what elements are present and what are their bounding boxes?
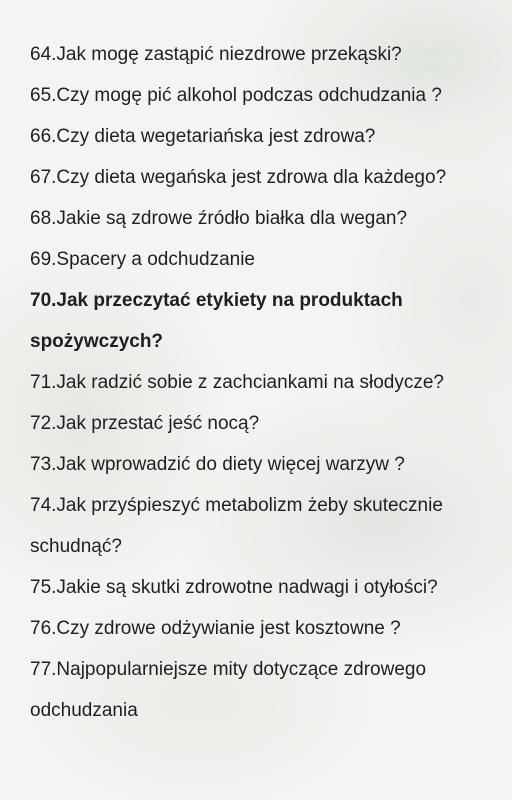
list-item-65: 65.Czy mogę pić alkohol podczas odchudzania ?	[30, 85, 442, 106]
question-list	[30, 34, 500, 731]
list-item-75: 75.Jakie są skutki zdrowotne nadwagi i otyłości?	[30, 577, 438, 598]
list-item-77: 77.Najpopularniejsze mity dotyczące zdrowego	[30, 659, 427, 680]
list-item-68: 68.Jakie są zdrowe źródło białka dla wegan?	[30, 208, 408, 229]
list-item-66: 66.Czy dieta wegetariańska jest zdrowa?	[30, 126, 376, 147]
list-item-76: 76.Czy zdrowe odżywianie jest kosztowne ?	[30, 618, 401, 639]
list-item-72: 72.Jak przestać jeść nocą?	[30, 413, 260, 434]
list-item-74-continuation: schudnąć?	[30, 536, 122, 557]
list-item-73: 73.Jak wprowadzić do diety więcej warzyw ?	[30, 454, 405, 475]
list-item-70-highlighted: 70.Jak przeczytać etykiety na produktach	[30, 290, 403, 311]
list-item-70-continuation: spożywczych?	[30, 331, 164, 352]
list-item-74: 74.Jak przyśpieszyć metabolizm żeby skutecznie	[30, 495, 443, 516]
list-item-71: 71.Jak radzić sobie z zachciankami na słodycze?	[30, 372, 444, 393]
list-item-69: 69.Spacery a odchudzanie	[30, 249, 255, 270]
list-item-77-continuation: odchudzania	[30, 700, 138, 721]
list-item-67: 67.Czy dieta wegańska jest zdrowa dla każdego?	[30, 167, 447, 188]
list-item-64: 64.Jak mogę zastąpić niezdrowe przekąski?	[30, 44, 402, 65]
